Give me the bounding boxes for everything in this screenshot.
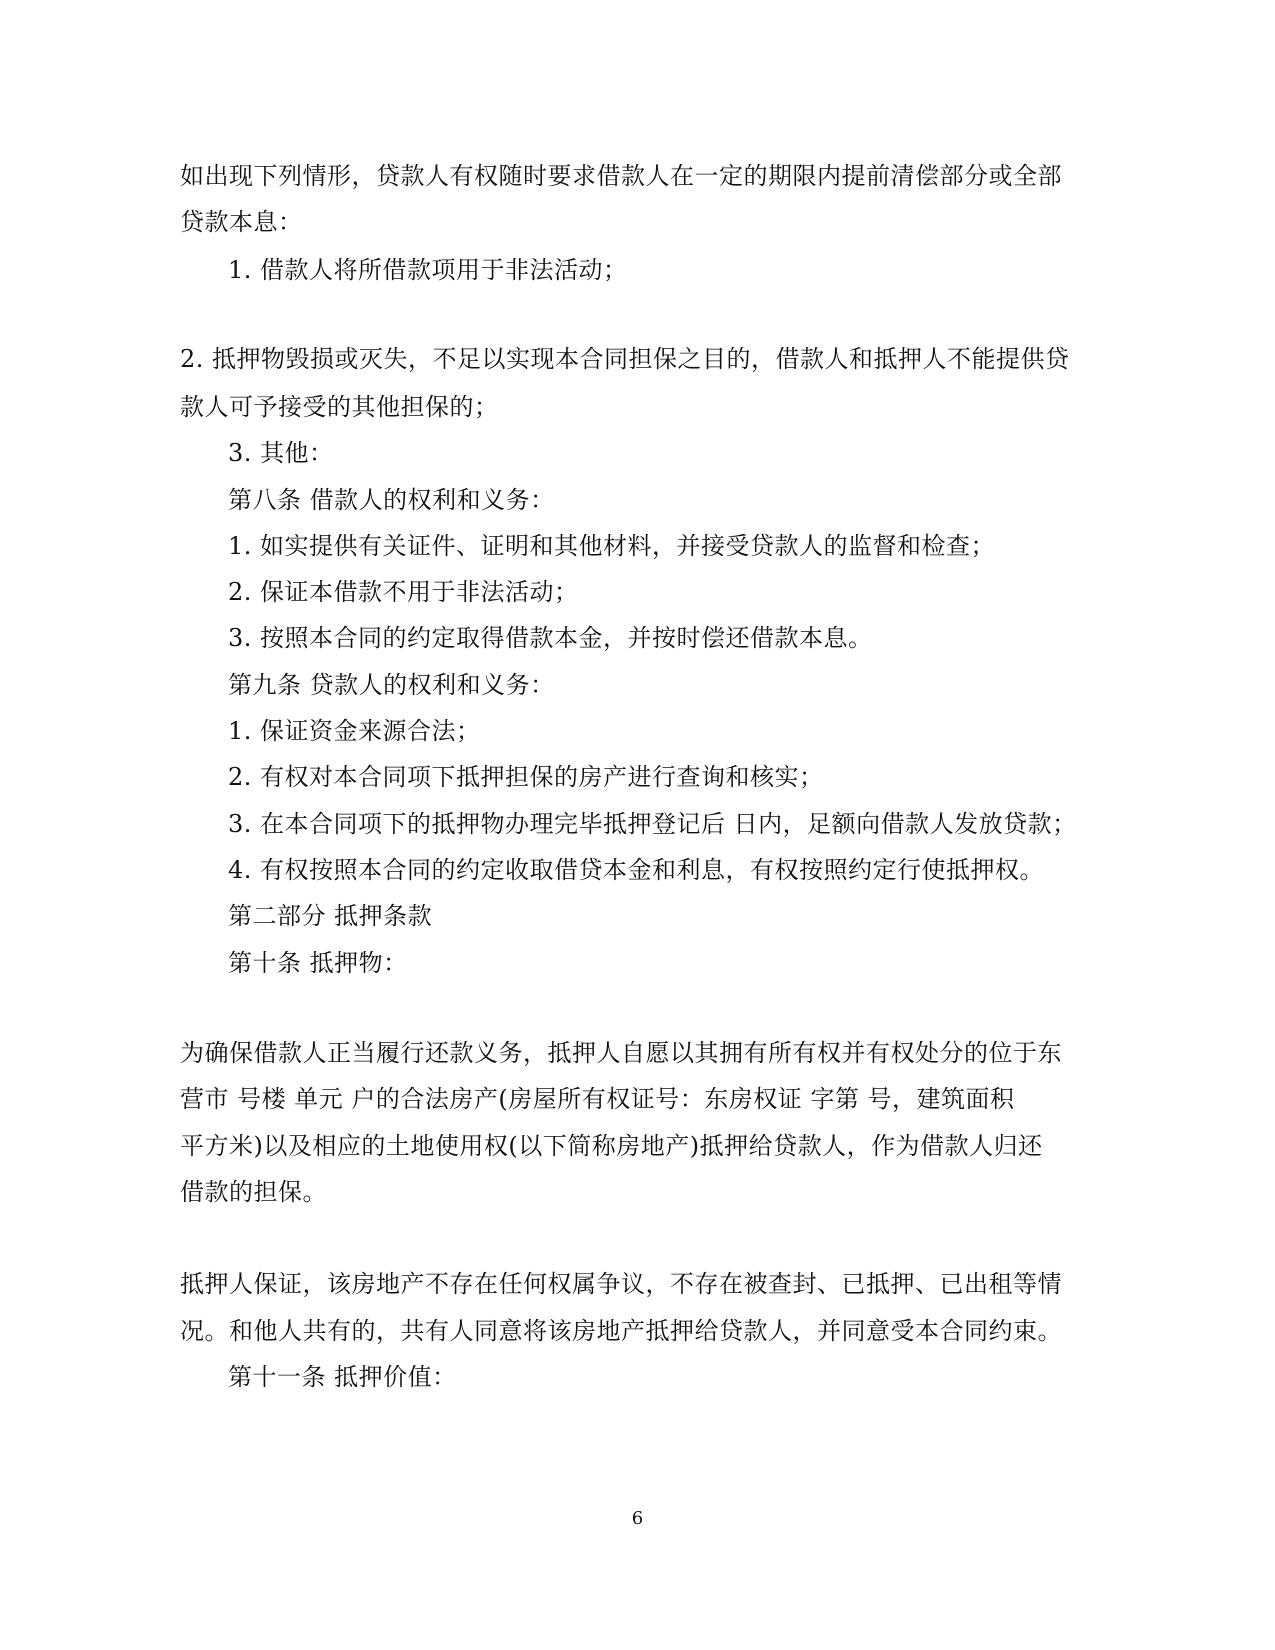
list-item: 1. 如实提供有关证件、证明和其他材料，并接受贷款人的监督和检查； — [228, 532, 996, 560]
paragraph-line: 款人可予接受的其他担保的； — [180, 393, 499, 421]
paragraph-line: 平方米)以及相应的土地使用权(以下简称房地产)抵押给贷款人，作为借款人归还 — [180, 1132, 1043, 1160]
list-item: 1. 借款人将所借款项用于非法活动； — [228, 256, 628, 284]
list-item: 3. 按照本合同的约定取得借款本金，并按时偿还借款本息。 — [228, 624, 873, 652]
paragraph-line: 如出现下列情形，贷款人有权随时要求借款人在一定的期限内提前清偿部分或全部 — [180, 162, 1062, 190]
list-item: 1. 保证资金来源合法； — [228, 717, 481, 745]
list-item: 2. 抵押物毁损或灭失，不足以实现本合同担保之目的，借款人和抵押人不能提供贷 — [180, 345, 1070, 373]
list-item: 3. 其他： — [228, 439, 334, 467]
paragraph-line: 贷款本息： — [180, 208, 303, 236]
paragraph-line: 况。和他人共有的，共有人同意将该房地产抵押给贷款人，并同意受本合同约束。 — [180, 1317, 1062, 1345]
section-heading: 第十条 抵押物： — [228, 949, 408, 977]
list-item: 4. 有权按照本合同的约定收取借贷本金和利息，有权按照约定行使抵押权。 — [228, 856, 1045, 884]
part-heading: 第二部分 抵押条款 — [228, 902, 433, 930]
section-heading: 第九条 贷款人的权利和义务： — [228, 671, 555, 699]
paragraph-line: 营市 号楼 单元 户的合法房产(房屋所有权证号：东房权证 字第 号，建筑面积 — [180, 1085, 1015, 1113]
paragraph-line: 借款的担保。 — [180, 1178, 327, 1206]
paragraph-line: 为确保借款人正当履行还款义务，抵押人自愿以其拥有所有权并有权处分的位于东 — [180, 1039, 1062, 1067]
list-item: 2. 有权对本合同项下抵押担保的房产进行查询和核实； — [228, 763, 824, 791]
paragraph-line: 抵押人保证，该房地产不存在任何权属争议，不存在被查封、已抵押、已出租等情 — [180, 1270, 1062, 1298]
section-heading: 第十一条 抵押价值： — [228, 1363, 457, 1391]
list-item: 2. 保证本借款不用于非法活动； — [228, 578, 579, 606]
page-number: 6 — [631, 1508, 644, 1529]
section-heading: 第八条 借款人的权利和义务： — [228, 486, 555, 514]
list-item: 3. 在本合同项下的抵押物办理完毕抵押登记后 日内，足额向借款人发放贷款； — [228, 810, 1077, 838]
